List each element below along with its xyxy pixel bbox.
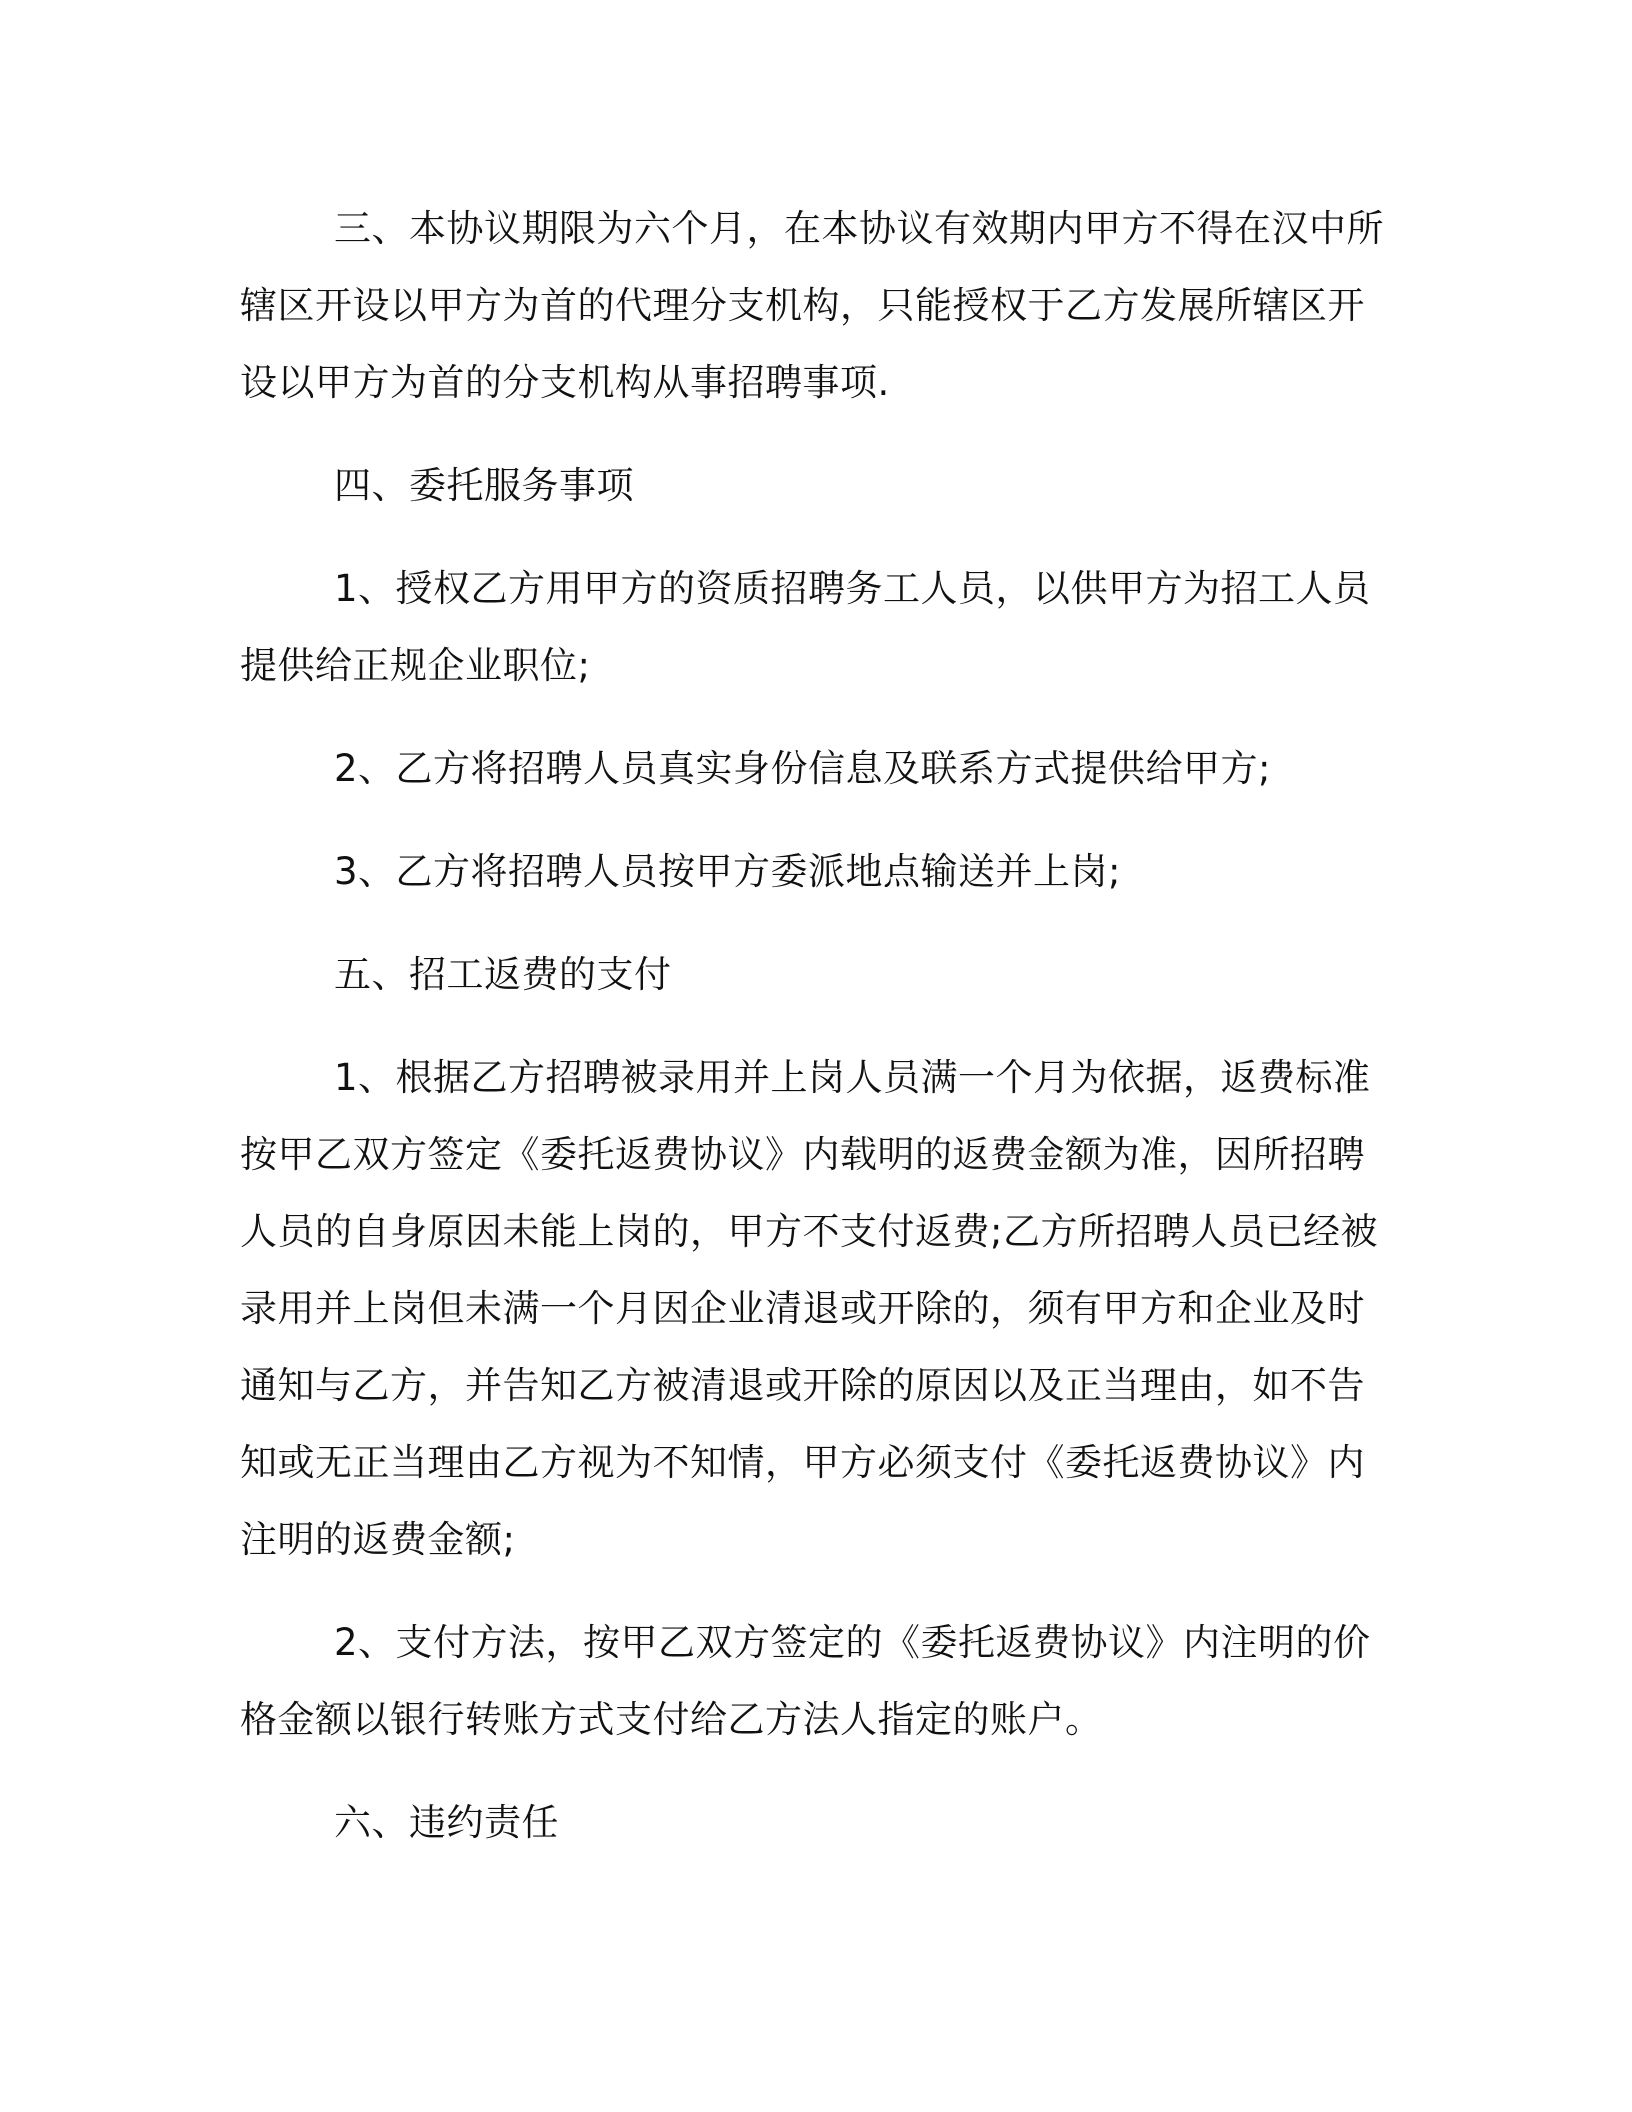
text-line: 辖区开设以甲方为首的代理分支机构，只能授权于乙方发展所辖区开: [240, 284, 1365, 327]
item-4-2-paragraph: [240, 730, 1380, 807]
text-line: 2、支付方法，按甲乙双方签定的《委托返费协议》内注明的价: [334, 1621, 1371, 1664]
clause-3-paragraph: [240, 190, 1384, 421]
section-heading-5: [240, 936, 1380, 1013]
text-line: 1、授权乙方用甲方的资质招聘务工人员，以供甲方为招工人员: [334, 567, 1371, 610]
text-line: 提供给正规企业职位;: [240, 644, 591, 687]
document-body: [240, 190, 1384, 1887]
text-line: 录用并上岗但未满一个月因企业清退或开除的，须有甲方和企业及时: [240, 1287, 1365, 1330]
heading-text: 五、招工返费的支付: [334, 953, 672, 996]
text-line: 人员的自身原因未能上岗的，甲方不支付返费;乙方所招聘人员已经被: [240, 1210, 1378, 1253]
section-heading-6: [240, 1784, 1380, 1861]
text-line: 2、乙方将招聘人员真实身份信息及联系方式提供给甲方;: [334, 747, 1272, 790]
text-line: 按甲乙双方签定《委托返费协议》内载明的返费金额为准，因所招聘: [240, 1133, 1365, 1176]
text-line: 3、乙方将招聘人员按甲方委派地点输送并上岗;: [334, 850, 1122, 893]
text-line: 1、根据乙方招聘被录用并上岗人员满一个月为依据，返费标准: [334, 1056, 1371, 1099]
heading-text: 四、委托服务事项: [334, 464, 634, 507]
item-4-3-paragraph: [240, 833, 1380, 910]
heading-text: 六、违约责任: [334, 1801, 559, 1844]
text-line: 知或无正当理由乙方视为不知情，甲方必须支付《委托返费协议》内: [240, 1441, 1365, 1484]
item-4-1-paragraph: [240, 550, 1380, 704]
text-line: 三、本协议期限为六个月，在本协议有效期内甲方不得在汉中所: [334, 207, 1384, 250]
text-line: 格金额以银行转账方式支付给乙方法人指定的账户。: [240, 1698, 1103, 1741]
item-5-1-paragraph: [240, 1039, 1380, 1578]
text-line: 通知与乙方，并告知乙方被清退或开除的原因以及正当理由，如不告: [240, 1364, 1365, 1407]
text-line: 设以甲方为首的分支机构从事招聘事项.: [240, 361, 890, 404]
text-line: 注明的返费金额;: [240, 1518, 516, 1561]
section-heading-4: [240, 447, 1380, 524]
item-5-2-paragraph: [240, 1604, 1380, 1758]
